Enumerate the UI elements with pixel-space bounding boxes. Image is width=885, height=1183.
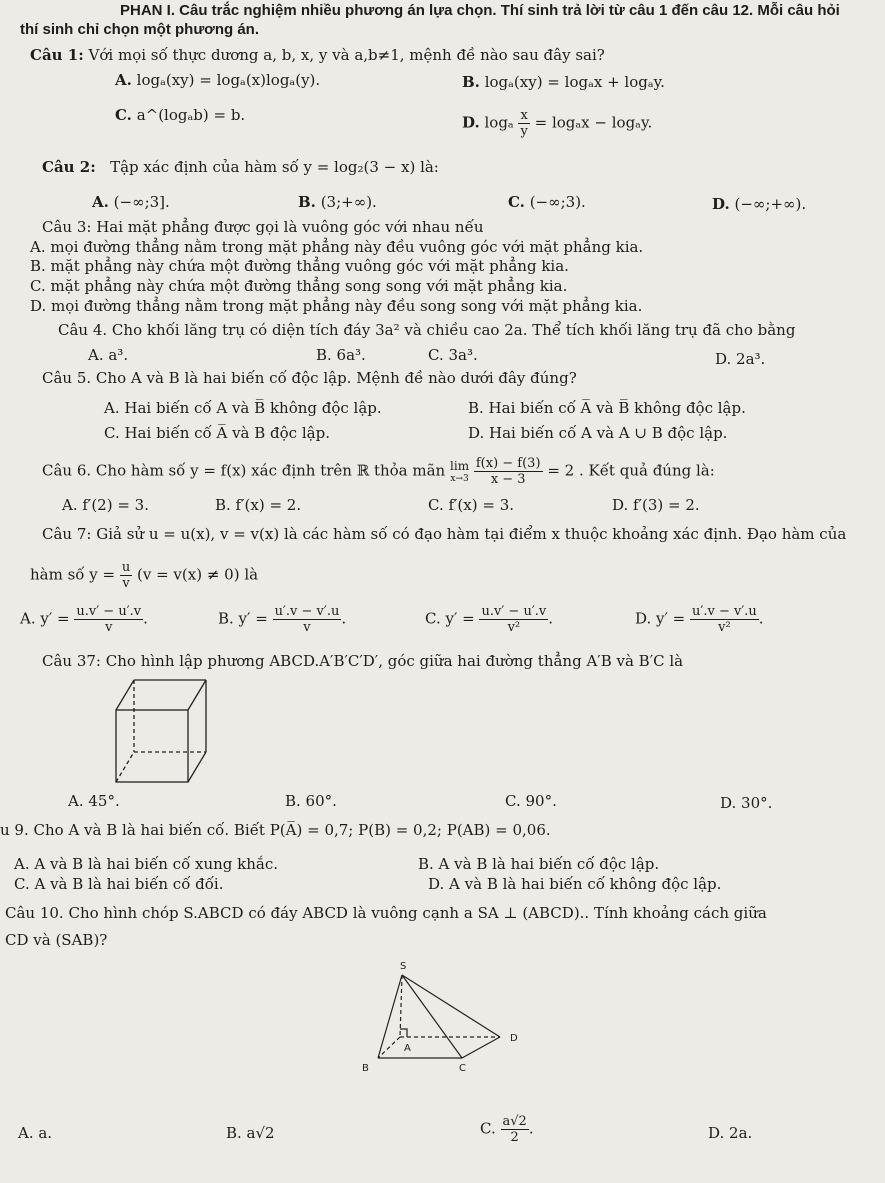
pyramid-edge-sd	[402, 975, 500, 1037]
q10-line1: Câu 10. Cho hình chóp S.ABCD có đáy ABCD là vuông cạnh a SA ⊥ (ABCD).. Tính khoảng cách giữa	[5, 904, 767, 922]
q37-option-d: D. 30°.	[720, 794, 773, 812]
q10-option-d: D. 2a.	[708, 1124, 753, 1142]
q7-option-b: B. y′ = $\frac{u'.v - v'.u}{v}$ .	[218, 604, 347, 635]
q10-line2: CD và (SAB)?	[5, 931, 108, 949]
vertex-d-label: D	[510, 1033, 518, 1044]
cube-edge	[188, 752, 206, 782]
q7-b-fraction: $\frac{u'.v - v'.u}{v}$	[274, 604, 340, 635]
q6-stem: Câu 6. Cho hàm số y = f(x) xác định trên ℝ thỏa mãn lim x→3 $\frac{f(x) - f(3)}{x - 3}$ = 2 . Kết quả đúng là:	[42, 456, 715, 487]
q1-label: Câu 1:	[30, 46, 84, 64]
cube-edge	[188, 680, 206, 710]
q37-option-c: C. 90°.	[505, 792, 557, 810]
q6-option-b: B. f′(x) = 2.	[215, 496, 302, 514]
q7-option-a: A. y′ = $\frac{u.v' - u'.v}{v}$ .	[20, 604, 148, 635]
pyramid-figure	[350, 955, 530, 1075]
q6-option-d: D. f′(3) = 2.	[612, 496, 700, 514]
q4-stem: Câu 4. Cho khối lăng trụ có diện tích đáy 3a² và chiều cao 2a. Thể tích khối lăng trụ đã cho bằng	[58, 321, 796, 339]
vertex-c-label: C	[459, 1063, 466, 1074]
q9-option-c: C. A và B là hai biến cố đối.	[14, 875, 224, 893]
q37-stem: Câu 37: Cho hình lập phương ABCD.A′B′C′D′, góc giữa hai đường thẳng A′B và B′C là	[42, 652, 684, 670]
q1-d-fraction: $\frac{x}{y}$	[520, 108, 528, 139]
q2-option-c: C. (−∞;3).	[508, 193, 586, 211]
q6-option-c: C. f′(x) = 3.	[428, 496, 515, 514]
q3-option-c: C. mặt phẳng này chứa một đường thẳng song song với mặt phẳng kia.	[30, 277, 568, 295]
q5-option-a: A. Hai biến cố A và B̅ không độc lập.	[104, 399, 382, 417]
q1-option-d: D. logₐ $\frac{x}{y}$ = logₐx − logₐy.	[462, 108, 653, 139]
section-header-line1: PHAN I. Câu trắc nghiệm nhiều phương án lựa chọn. Thí sinh trả lời từ câu 1 đến câu 12. Mỗi câu hỏi	[120, 2, 840, 19]
q5-stem: Câu 5. Cho A và B là hai biến cố độc lập. Mệnh đề nào dưới đây đúng?	[42, 369, 577, 387]
q6-fraction: $\frac{f(x) - f(3)}{x - 3}$	[475, 456, 541, 487]
q1-option-c: C. a^(logₐb) = b.	[115, 106, 246, 124]
cube-hidden-edge	[116, 752, 134, 782]
cube-edge	[116, 680, 134, 710]
q3-stem: Câu 3: Hai mặt phẳng được gọi là vuông góc với nhau nếu	[42, 218, 484, 236]
q10-c-fraction: $\frac{a√2}{2}$	[502, 1114, 527, 1145]
q5-option-c: C. Hai biến cố A̅ và B độc lập.	[104, 424, 330, 442]
q1-option-b: B. logₐ(xy) = logₐx + logₐy.	[462, 73, 665, 91]
q3-option-d: D. mọi đường thẳng nằm trong mặt phẳng này đều song song với mặt phẳng kia.	[30, 297, 643, 315]
q1-text: Với mọi số thực dương a, b, x, y và a,b≠1, mệnh đề nào sau đây sai?	[88, 46, 605, 64]
q37-option-a: A. 45°.	[68, 792, 120, 810]
q9-option-b: B. A và B là hai biến cố độc lập.	[418, 855, 660, 873]
q4-option-b: B. 6a³.	[316, 346, 366, 364]
q7-a-fraction: $\frac{u.v' - u'.v}{v}$	[76, 604, 142, 635]
q1-option-a: A. logₐ(xy) = logₐ(x)logₐ(y).	[115, 71, 321, 89]
pyramid-edge-sc	[402, 975, 462, 1058]
q2-label: Câu 2:	[42, 158, 96, 176]
pyramid-edge-sa	[400, 975, 402, 1037]
vertex-a-label: A	[404, 1043, 411, 1054]
q10-option-a: A. a.	[18, 1124, 53, 1142]
q9-option-d: D. A và B là hai biến cố không độc lập.	[428, 875, 722, 893]
q5-option-d: D. Hai biến cố A và A ∪ B độc lập.	[468, 424, 728, 442]
q7-c-fraction: $\frac{u.v' - u'.v}{\text{v²}}$	[481, 604, 547, 635]
q7-option-c: C. y′ = $\frac{u.v' - u'.v}{\text{v²}}$ .	[425, 604, 554, 635]
q7-fraction: $\frac{u}{v}$	[121, 560, 131, 591]
q3-option-a: A. mọi đường thẳng nằm trong mặt phẳng này đều vuông góc với mặt phẳng kia.	[30, 238, 644, 256]
cube-figure	[106, 672, 216, 787]
q7-line1: Câu 7: Giả sử u = u(x), v = v(x) là các hàm số có đạo hàm tại điểm x thuộc khoảng xác định. Đạo hàm của	[42, 525, 847, 543]
q2-stem	[42, 158, 439, 176]
q7-d-fraction: $\frac{u'.v - v'.u}{\text{v²}}$	[692, 604, 757, 635]
pyramid-edge-cd	[462, 1037, 500, 1058]
q4-option-c: C. 3a³.	[428, 346, 478, 364]
q2-option-d: D. (−∞;+∞).	[712, 195, 807, 213]
cube-front-face	[116, 710, 188, 782]
vertex-b-label: B	[362, 1063, 369, 1074]
q9-option-a: A. A và B là hai biến cố xung khắc.	[14, 855, 279, 873]
q6-limit: lim x→3	[450, 459, 470, 484]
pyramid-edge-sb	[378, 975, 402, 1058]
q6-option-a: A. f′(2) = 3.	[62, 496, 149, 514]
q2-option-a: A. (−∞;3].	[92, 193, 170, 211]
section-header-line2: thí sinh chỉ chọn một phương án.	[20, 21, 260, 38]
q7-line2: hàm số y = $\frac{u}{v}$ (v = v(x) ≠ 0) là	[30, 560, 259, 591]
q7-option-d: D. y′ = $\frac{u'.v - v'.u}{\text{v²}}$ .	[635, 604, 764, 635]
vertex-s-label: S	[400, 961, 407, 972]
q9-stem: u 9. Cho A và B là hai biến cố. Biết P(A̅) = 0,7; P(B) = 0,2; P(AB) = 0,06.	[0, 821, 551, 839]
q10-option-c: C. $\frac{a√2}{2}$ .	[480, 1114, 534, 1145]
q4-option-a: A. a³.	[88, 346, 129, 364]
q2-option-b: B. (3;+∞).	[298, 193, 377, 211]
q4-option-d: D. 2a³.	[715, 350, 766, 368]
q37-option-b: B. 60°.	[285, 792, 337, 810]
q3-option-b: B. mặt phẳng này chứa một đường thẳng vuông góc với mặt phẳng kia.	[30, 257, 569, 275]
q5-option-b: B. Hai biến cố A̅ và B̅ không độc lập.	[468, 399, 746, 417]
q1-stem	[30, 46, 605, 64]
q2-text: Tập xác định của hàm số y = log₂(3 − x) là:	[110, 158, 439, 176]
q10-option-b: B. a√2	[226, 1124, 275, 1142]
right-angle-mark	[400, 1029, 407, 1037]
